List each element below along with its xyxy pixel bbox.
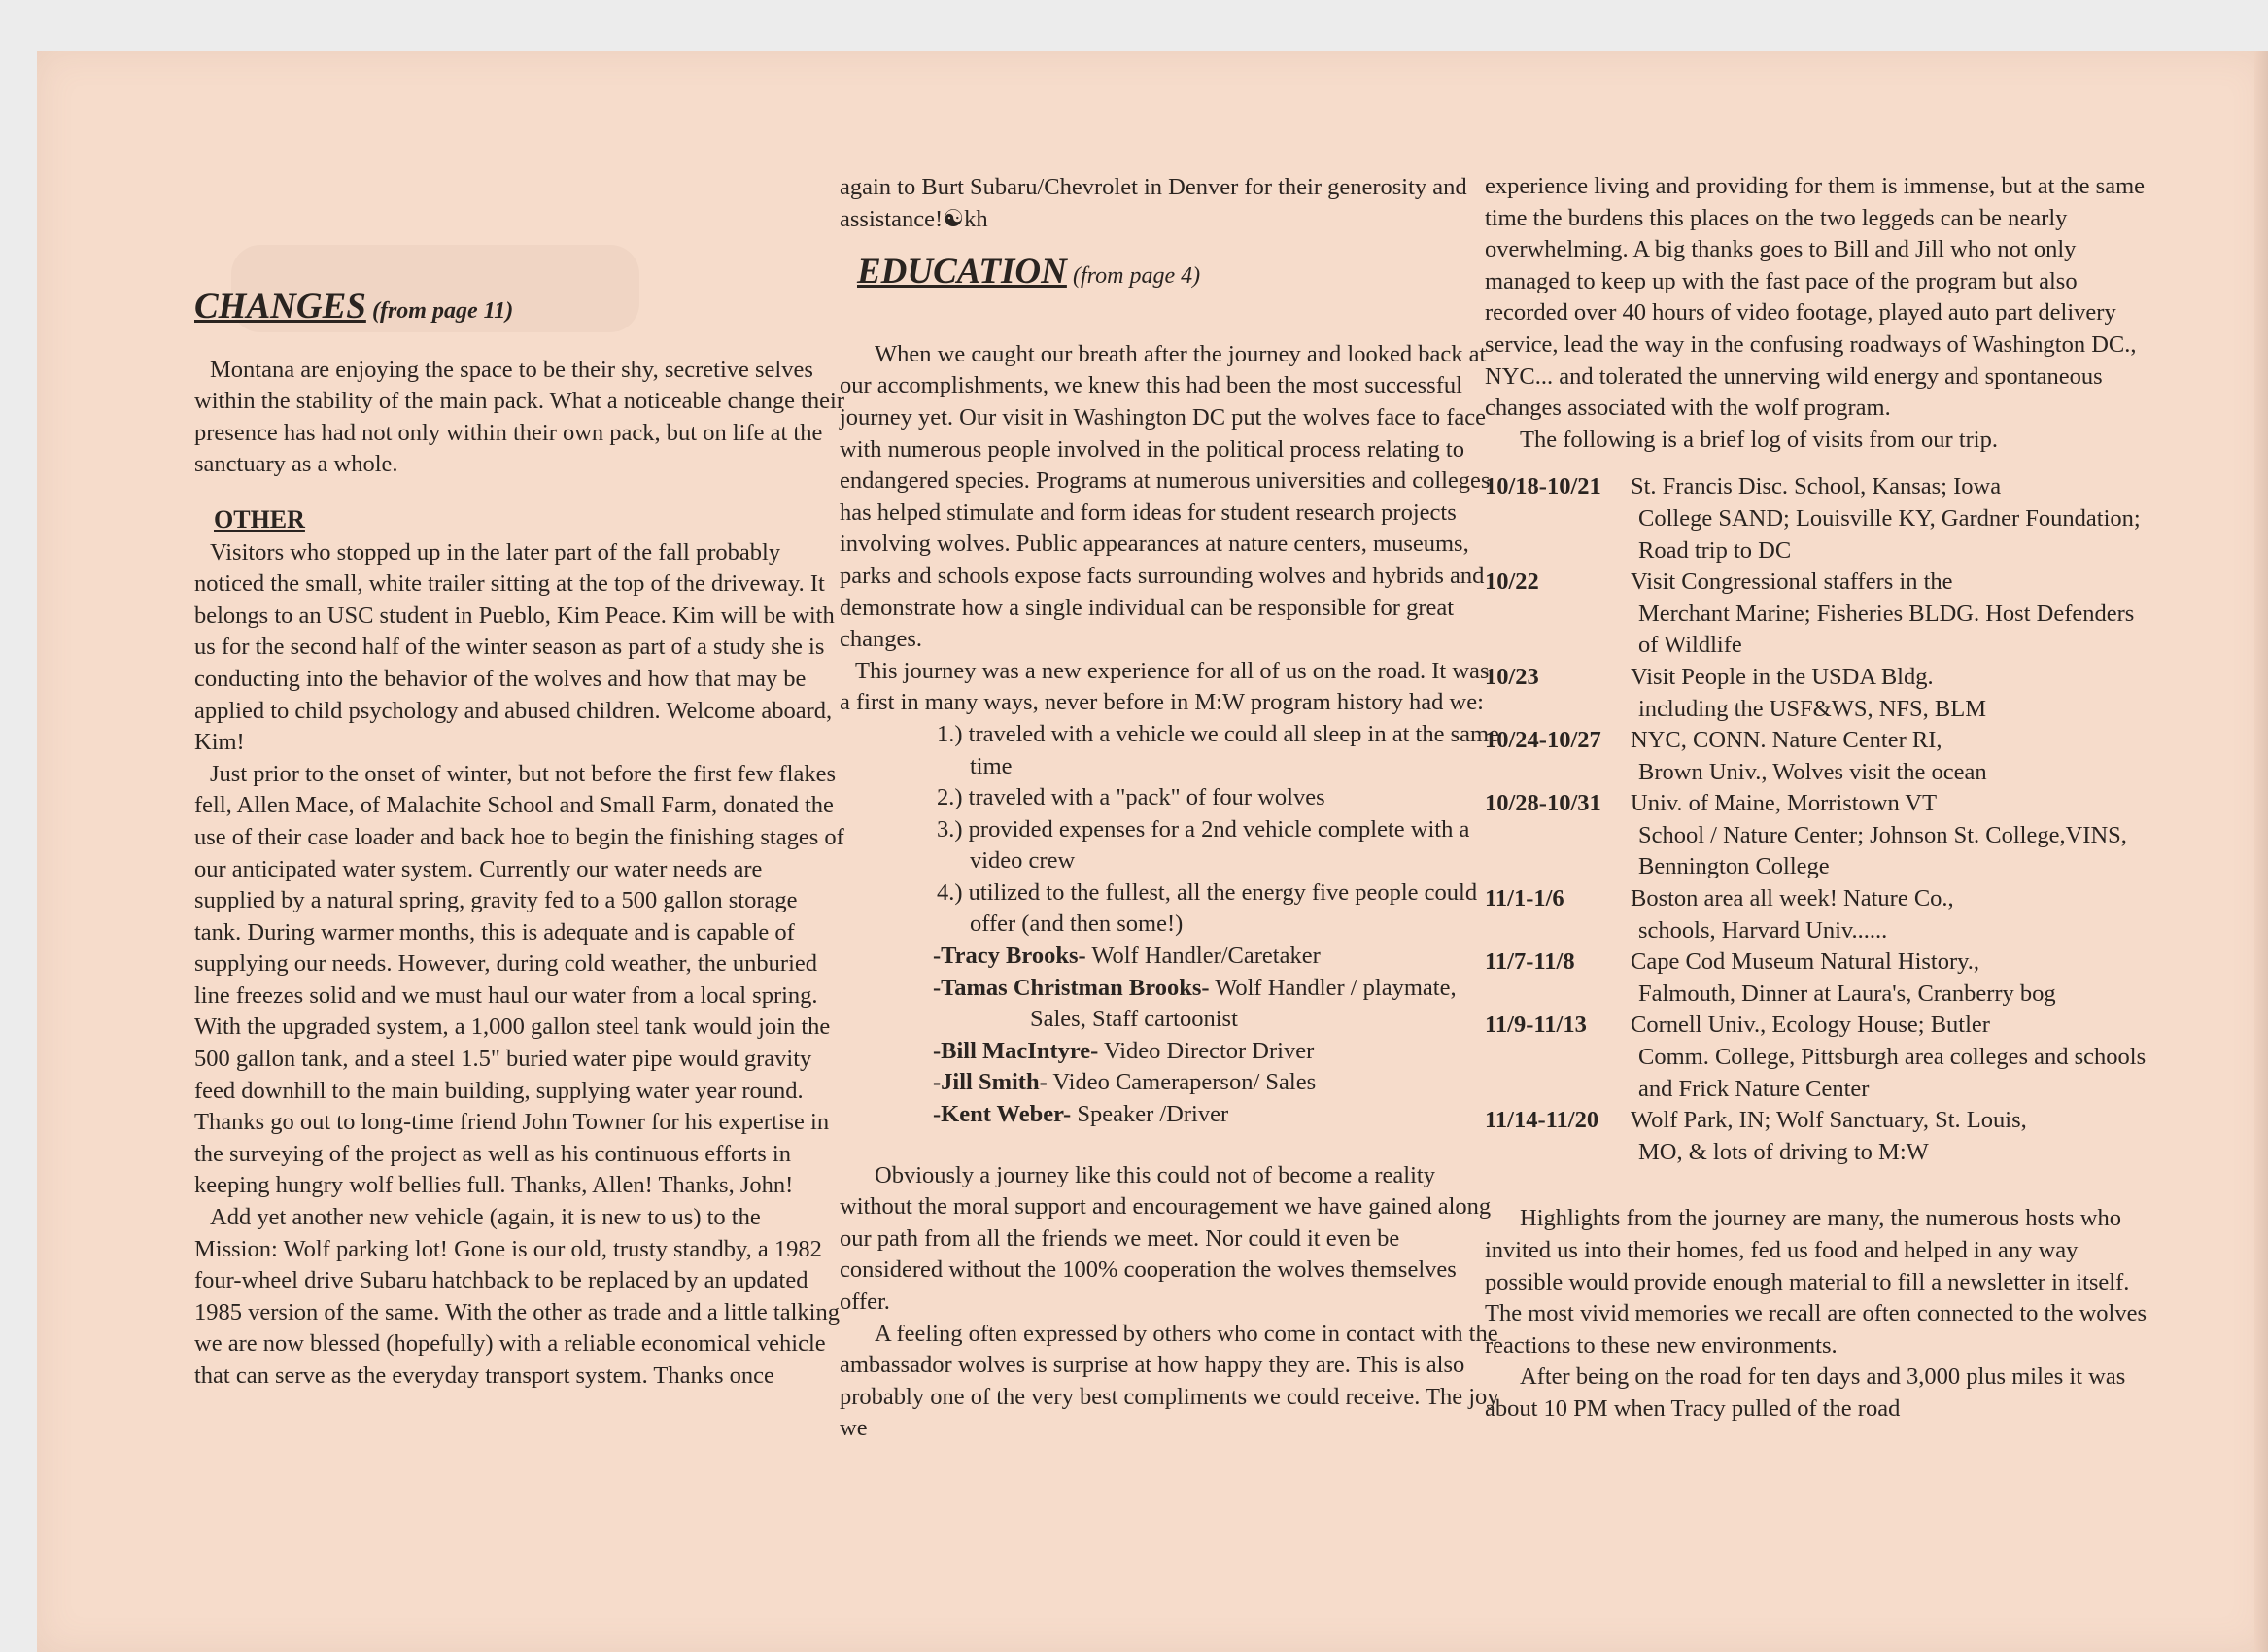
log-text: NYC, CONN. Nature Center RI, bbox=[1631, 727, 1942, 754]
credit-role: Wolf Handler/Caretaker bbox=[1085, 943, 1321, 970]
log-date: 11/9-11/13 bbox=[1485, 1012, 1587, 1039]
log-entry bbox=[1485, 883, 2155, 915]
log-text-continued: College SAND; Louisville KY, Gardner Foundation; Road trip to DC bbox=[1638, 504, 2141, 564]
log-text-continued: MO, & lots of driving to M:W bbox=[1638, 1138, 1929, 1165]
log-entry bbox=[1485, 946, 2155, 979]
subheading-other: OTHER bbox=[214, 504, 305, 533]
log-entry bbox=[1485, 662, 2155, 694]
log-text: Cape Cod Museum Natural History., bbox=[1631, 948, 1980, 976]
visit-log bbox=[1485, 471, 2155, 1168]
log-text-continued: including the USF&WS, NFS, BLM bbox=[1638, 695, 1987, 722]
log-date: 11/1-1/6 bbox=[1485, 885, 1564, 912]
accomplishment-list bbox=[840, 719, 1500, 941]
paragraph: This journey was a new experience for all of us on the road. It was a first in many ways, never before in M:W program history had we: bbox=[840, 657, 1490, 716]
log-text-continued: School / Nature Center; Johnson St. College,VINS, Bennington College bbox=[1638, 821, 2127, 880]
log-entry bbox=[1485, 788, 2155, 820]
log-date: 10/28-10/31 bbox=[1485, 790, 1601, 817]
credit-role: Video Cameraperson/ Sales bbox=[1047, 1069, 1317, 1096]
section-heading-education bbox=[857, 252, 1500, 293]
log-text-continued: Comm. College, Pittsburgh area colleges and schools and Frick Nature Center bbox=[1638, 1044, 2147, 1102]
list-item: 3.) provided expenses for a 2nd vehicle complete with a video crew bbox=[937, 815, 1470, 875]
heading-subtitle: (from page 4) bbox=[1073, 263, 1201, 290]
credit-line bbox=[840, 941, 1500, 973]
paragraph: The following is a brief log of visits from our trip. bbox=[1520, 426, 1998, 453]
log-text: Wolf Park, IN; Wolf Sanctuary, St. Louis, bbox=[1631, 1107, 2027, 1134]
paragraph: experience living and providing for them is immense, but at the same time the burdens this places on the two leggeds can be nearly overwhelming. A big thanks goes to Bill and Jill who not only managed to keep up with the fast pace of the program but also recorded over 40 hours of video footage, played auto part delivery service, lead the way in the confusing roadways of Washington DC., NYC... and tolerated the unnerving wild energy and spontaneous changes associated with the wolf program. bbox=[1485, 173, 2146, 422]
credit-role: Speaker /Driver bbox=[1071, 1101, 1229, 1128]
log-text-continued: Merchant Marine; Fisheries BLDG. Host Defenders of Wildlife bbox=[1638, 600, 2135, 659]
log-text: St. Francis Disc. School, Kansas; Iowa bbox=[1631, 473, 2002, 500]
heading-title: CHANGES bbox=[194, 287, 366, 327]
heading-subtitle: (from page 11) bbox=[371, 298, 514, 324]
column-education bbox=[840, 172, 1500, 1445]
log-date: 10/24-10/27 bbox=[1485, 727, 1601, 754]
paragraph: With the upgraded system, a 1,000 gallon steel tank would join the 500 gallon tank, and a steel 1.5" buried water pipe would gravity feed downhill to the main building, supplying water year round. Thanks go out to long-time friend John Towner for his expertise in the surveying of the project as well as his continuous efforts in keeping hungry wolf bellies full. Thanks, Allen! Thanks, John! bbox=[194, 1014, 831, 1199]
list-item: 1.) traveled with a vehicle we could all sleep in at the same time bbox=[937, 720, 1499, 779]
log-entry bbox=[1485, 567, 2155, 599]
log-text-continued: Falmouth, Dinner at Laura's, Cranberry bog bbox=[1638, 980, 2056, 1007]
log-date: 10/18-10/21 bbox=[1485, 473, 1601, 500]
paragraph: A feeling often expressed by others who come in contact with the ambassador wolves is surprise at how happy they are. This is also probably one of the very best compliments we could receive. The joy we bbox=[840, 1320, 1499, 1442]
credit-name: -Tracy Brooks- bbox=[933, 943, 1086, 970]
credit-name: -Tamas Christman Brooks- bbox=[933, 974, 1210, 1001]
paragraph: Just prior to the onset of winter, but not before the first few flakes fell, Allen Mace, of Malachite School and Small Farm, donated the use of their case loader and back hoe to begin the finishing stages of our anticipated water system. Currently our water needs are supplied by a natural spring, gravity fed to a 500 gallon storage tank. During warmer months, this is adequate and is capable of supplying our needs. However, during cold weather, the unburied line freezes solid and we must haul our water from a local spring. bbox=[194, 760, 844, 1009]
page-edge bbox=[2254, 51, 2268, 1652]
credit-role: Wolf Handler / playmate, Sales, Staff cartoonist bbox=[1030, 974, 1457, 1033]
log-text: Univ. of Maine, Morristown VT bbox=[1631, 790, 1938, 817]
paragraph: After being on the road for ten days and 3,000 plus miles it was about 10 PM when Tracy pulled of the road bbox=[1485, 1363, 2126, 1422]
log-date: 10/22 bbox=[1485, 568, 1539, 596]
section-heading-changes bbox=[194, 287, 847, 327]
log-entry bbox=[1485, 1010, 2155, 1042]
log-date: 10/23 bbox=[1485, 663, 1539, 690]
credit-role: Video Director Driver bbox=[1098, 1037, 1315, 1064]
credit-name: -Kent Weber- bbox=[933, 1101, 1072, 1128]
log-date: 11/7-11/8 bbox=[1485, 948, 1575, 976]
paragraph: Add yet another new vehicle (again, it is new to us) to the Mission: Wolf parking lot! Gone is our old, trusty standby, a 1982 four-wheel drive Subaru hatchback to be replaced by an updated 1985 version of the same. With the other as trade and a little talking we are now blessed (hopefully) with a reliable economical vehicle that can serve as the everyday transport system. Thanks once bbox=[194, 1204, 840, 1389]
heading-title: EDUCATION bbox=[857, 252, 1067, 293]
log-entry bbox=[1485, 471, 2155, 503]
paragraph: When we caught our breath after the journey and looked back at our accomplishments, we knew this had been the most successful journey yet. Our visit in Washington DC put the wolves face to face with numerous people involved in the political process relating to endangered species. Programs at numerous universities and colleges has helped stimulate and form ideas for student research projects involving wolves. Public appearances at nature centers, museums, parks and schools expose facts surrounding wolves and hybrids and demonstrate how a single individual can be responsible for great changes. bbox=[840, 340, 1491, 653]
column-changes bbox=[194, 287, 847, 1393]
log-text: Boston area all week! Nature Co., bbox=[1631, 885, 1954, 912]
crew-credits bbox=[840, 941, 1500, 1131]
paragraph: Visitors who stopped up in the later part of the fall probably noticed the small, white trailer sitting at the top of the driveway. It belongs to an USC student in Pueblo, Kim Peace. Kim will be with us for the second half of the winter season as part of a study she is conducting into the behavior of the wolves and how that may be applied to child psychology and abused children. Welcome aboard, Kim! bbox=[194, 538, 835, 756]
log-entry bbox=[1485, 725, 2155, 757]
log-date: 11/14-11/20 bbox=[1485, 1107, 1599, 1134]
log-text: Cornell Univ., Ecology House; Butler bbox=[1631, 1012, 1990, 1039]
paragraph: Obviously a journey like this could not of become a reality without the moral support and encouragement we have gained along our path from all the friends we meet. Nor could it even be considered without the 100% cooperation the wolves themselves offer. bbox=[840, 1161, 1492, 1315]
paragraph: Montana are enjoying the space to be their shy, secretive selves within the stability of the main pack. What a noticeable change their presence has had not only within their own pack, but on life at the sanctuary as a whole. bbox=[194, 356, 844, 478]
log-entry bbox=[1485, 1105, 2155, 1137]
log-text-continued: schools, Harvard Univ...... bbox=[1638, 916, 1888, 944]
log-text: Visit People in the USDA Bldg. bbox=[1631, 663, 1934, 690]
credit-line bbox=[840, 1099, 1500, 1131]
log-text: Visit Congressional staffers in the bbox=[1631, 568, 1953, 596]
paragraph: Highlights from the journey are many, the numerous hosts who invited us into their homes, fed us food and helped in any way possible would provide enough material to fill a newsletter in itself. The most vivid memories we recall are often connected to the wolves reactions to these new environments. bbox=[1485, 1205, 2147, 1359]
paragraph: again to Burt Subaru/Chevrolet in Denver for their generosity and assistance!☯kh bbox=[840, 174, 1467, 232]
list-item: 4.) utilized to the fullest, all the energy five people could offer (and then some!) bbox=[937, 878, 1478, 938]
credit-line bbox=[840, 973, 1500, 1036]
credit-line bbox=[840, 1067, 1500, 1099]
list-item: 2.) traveled with a "pack" of four wolves bbox=[937, 784, 1325, 811]
column-trip-log bbox=[1485, 171, 2155, 1426]
credit-name: -Bill MacIntyre- bbox=[933, 1037, 1099, 1064]
newspaper-page bbox=[37, 51, 2268, 1652]
credit-name: -Jill Smith- bbox=[933, 1069, 1048, 1096]
log-text-continued: Brown Univ., Wolves visit the ocean bbox=[1638, 758, 1987, 785]
credit-line bbox=[840, 1036, 1500, 1068]
